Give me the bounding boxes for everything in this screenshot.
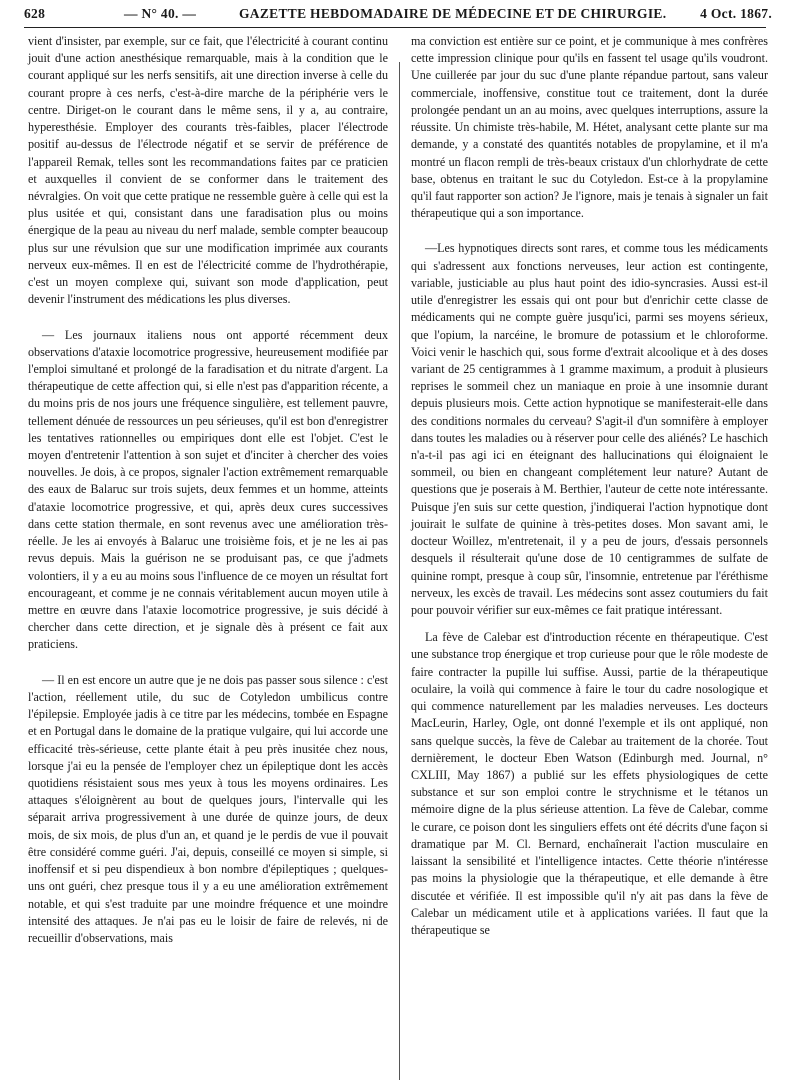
paragraph: — Il en est encore un autre que je ne dois pas passer sous silence : c'est l'action, réellement utile, du suc de Cotyledon umbilicus contre l'épilepsie. Employée jadis à ce titre par les médecins, tombée en Espagne et en Portugal dans le domaine de la pratique vulgaire, qui lui accorde une efficacité très-sérieuse, cette plante était à peu près inusitée chez nous, lorsque j'ai eu la pensée de l'employer chez un épileptique dont les accès quotidiens résistaient sous mes yeux à tous les moyens ordinaires. Les attaques s'éloignèrent au bout de quelques jours, l'intervalle qui les séparait arriva progressivement à une durée de quinze jours, de deux mois, de six mois, de plus d'un an, et quand je le perdis de vue il pouvait être considéré comme guéri. J'ai, depuis, conseillé ce moyen si simple, si inoffensif et si peu dispendieux à bon nombre d'épileptiques ; quelques-uns ont guéri, chez presque tous il y a eu une amélioration extrêmement notable, et qui s'est traduite par une moindre fréquence et une moindre intensité des attaques. Je n'ai pas eu le loisir de faire de relevés, ni de recueillir d'observations, mais (28, 672, 388, 945)
issue-number: — N° 40. — (124, 6, 197, 21)
paragraph: vient d'insister, par exemple, sur ce fait, que l'électricité à courant continu jouit d'une action anesthésique remarquable, mais à la condition que le courant appliqué sur les nerfs sensitifs, ait une direction inverse à celle du courant propre à ces nerfs, c'est-à-dire marche de la périphérie vers le centre. Diriget-on le courant dans le même sens, il y a, au contraire, hyperesthésie. Employer des courants très-faibles, placer l'électrode positif au-dessus de l'électrode négatif et se servir de préférence de l'appareil Remak, telles sont les recommandations faites par ce praticien et auxquelles il convient de se conformer dans le traitement des névralgies. On voit que cette pratique ne ressemble guère à celle qui est la plus usitée et qui, consistant dans une faradisation plus ou moins énergique de la peau au niveau du nerf malade, semble compter beaucoup plus sur une révulsion que sur une modification imprimée aux courants nerveux eux-mêmes. Il en est de l'électricité comme de l'hydrothérapie, c'est un moyen complexe qui, suivant son mode d'application, peut devenir l'instrument des médications les plus diverses. (28, 34, 388, 307)
paragraph: ma conviction est entière sur ce point, et je communique à mes confrères cette impression clinique pour qu'ils en fassent tel usage qu'ils voudront. Une cuillerée par jour du suc d'une plante répandue partout, sans valeur commerciale, inoffensive, constitue tout ce traitement, dont la durée prolongée pendant un an au moins, avec quelques interruptions, assure la réussite. Un chimiste très-habile, M. Hétet, analysant cette plante sur ma demande, y a constaté des quantités notables de propylamine, et il m'a montré un flacon rempli de très-beaux cristaux d'un chlorhydrate de cette base, obtenus en traitant le suc du Cotyledon. Est-ce à la propylamine qu'il faut rapporter son action? Je l'ignore, mais je tenais à signaler un fait thérapeutique qui a son importance. (411, 34, 768, 221)
issue-date: 4 Oct. 1867. (700, 6, 772, 21)
left-column (28, 33, 388, 947)
journal-title: GAZETTE HEBDOMADAIRE DE MÉDECINE ET DE CHIRURGIE. (239, 6, 667, 21)
header-rule (24, 27, 766, 28)
right-column (411, 33, 768, 939)
page-header (24, 6, 776, 24)
page-number: 628 (24, 6, 46, 21)
column-divider (399, 62, 400, 1080)
paragraph: La fève de Calebar est d'introduction récente en thérapeutique. C'est une substance trop énergique et trop curieuse pour que le rôle modeste de faire contracter la pupille lui suffise. Aussi, partie de la thérapeutique oculaire, la voilà qui commence à faire le tour du cadre nosologique et qui commence naturellement par les maladies nerveuses. Les docteurs MacLeurin, Harley, Ogle, ont donné l'exemple et ils ont appliqué, non sans quelque succès, la fève de Calebar au traitement de la chorée. Tout dernièrement, le docteur Eben Watson (Edinburgh med. Journal, n° CXLIII, May 1867) a publié sur les effets physiologiques de cette substance et sur son emploi contre le strychnisme et le tétanos un mémoire digne de la plus sérieuse attention. La fève de Calebar, comme le curare, ce poison dont les singuliers effets ont été décrits d'une façon si dramatique par M. Cl. Bernard, enchaînerait l'action musculaire en laissant la sensibilité et l'intelligence intactes. Cette théorie n'intéresse pas moins la physiologie que la thérapeutique, et elle demande à être discutée et vérifiée. Il est impossible qu'il n'y ait pas dans la fève de Calebar un médicament utile et à applications variées. Il faut que la thérapeutique se (411, 630, 768, 937)
paragraph: —Les hypnotiques directs sont rares, et comme tous les médicaments qui s'adressent aux fonctions nerveuses, leur action est contingente, variable, justiciable au plus haut point des idio-syncrasies. Aussi est-il utile d'enregistrer les essais qui ont pour but d'enrichir cette classe de médicaments qui ne compte guère jusqu'ici, parmi ses moyens sérieux, que l'opium, la narcéine, le bromure de potassium et le chloroforme. Voici venir le haschich qui, sous forme d'extrait alcoolique et à des doses variant de 25 centigrammes à 1 gramme maximum, a produit à plusieurs reprises le sommeil chez un maniaque en proie à une insomnie durant depuis plusieurs mois. Cette action hypnotique se manifesterait-elle dans des conditions normales du cerveau? S'agit-il d'un somnifère à employer dans toutes les maladies ou à réserver pour celle des aliénés? Le haschich n'a-t-il pas agi ici en éteignant des hallucinations qui éloignaient le sommeil, ou bien en changeant complétement leur nature? Autant de questions que je poserais à M. Berthier, l'auteur de cette note intéressante. Puisque j'en suis sur cette question, j'indiquerai l'action hypnotique dont jouirait le sulfate de quinine à très-petites doses. Mon savant ami, le docteur Woillez, m'entretenait, il y a peu de jours, d'essais personnels desquels il résulterait qu'une dose de 10 centigrammes de sulfate de quinine rompt, presque à coup sûr, l'insomnie, entretenue par l'éréthisme nerveux, les excès de travail. Les médecins sont assez coutumiers du fait pour pouvoir vérifier sur eux-mêmes ce fait pratique intéressant. (411, 241, 768, 617)
paragraph: — Les journaux italiens nous ont apporté récemment deux observations d'ataxie locomotrice progressive, heureusement modifiée par l'emploi simultané et prolongé de la faradisation et du nitrate d'argent. La thérapeutique de cette affection qui, si elle n'est pas d'apparition récente, a du moins pris de nos jours une fréquence singulière, est tellement pauvre, tellement dénuée de ressources un peu sérieuses, qu'il est bon d'enregistrer les tentatives rationnelles ou empiriques dont elle est l'objet. C'est le moyen d'entretenir l'attention à son sujet et d'inciter à chercher des voies nouvelles. Je dois, à ce propos, signaler l'action extrêmement remarquable des eaux de Balaruc sur trois sujets, deux femmes et un homme, atteints d'ataxie locomotrice progressive, et qui, après deux cures successives dans cette station thermale, en sont revenus avec une amélioration très-réelle. Je les ai envoyés à Balaruc une troisième fois, et je ne les ai pas revus depuis. Mais la guérison ne se produisant pas, ce que j'admets volontiers, il y a eu au moins sous l'influence de ce moyen un résultat fort encourageant, et comme je ne connais véritablement aucun moyen utile à mettre en œuvre dans l'ataxie locomotrice progressive, je suis décidé à chercher dans cette direction, et je signale dès à présent ce fait aux praticiens. (28, 327, 388, 652)
